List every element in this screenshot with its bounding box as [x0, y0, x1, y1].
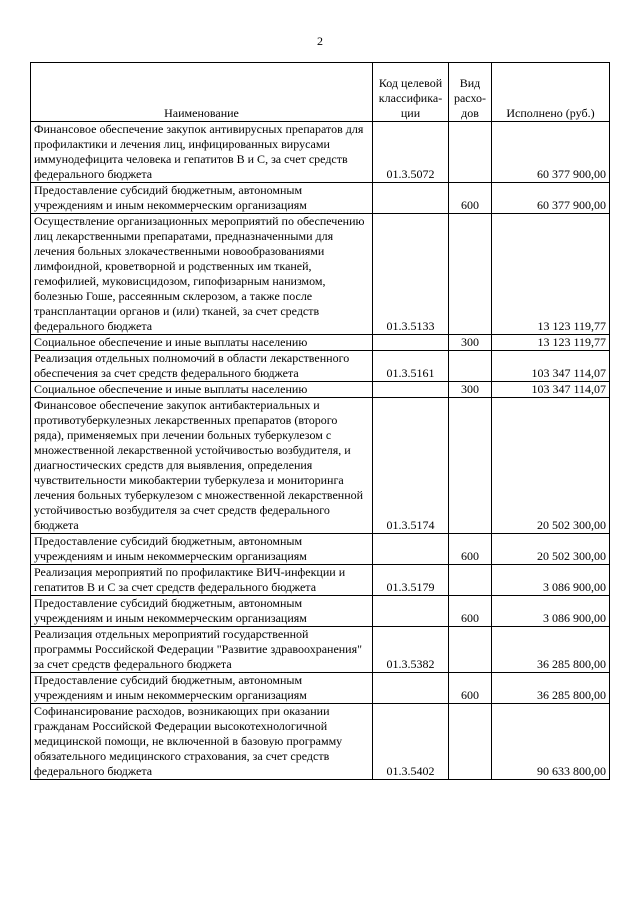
header-kind: Вид расхо-дов	[449, 63, 492, 122]
row-name: Реализация отдельных полномочий в области лекарственного обеспечения за счет средств федерального бюджета	[31, 351, 373, 382]
header-name: Наименование	[31, 63, 373, 122]
row-sum: 103 347 114,07	[492, 351, 610, 382]
header-code: Код целевой классифика-ции	[373, 63, 449, 122]
row-code	[373, 335, 449, 351]
row-kind	[449, 565, 492, 596]
table-row	[31, 704, 610, 780]
table-row	[31, 351, 610, 382]
row-sum: 36 285 800,00	[492, 673, 610, 704]
page-number: 2	[317, 34, 323, 48]
row-sum: 60 377 900,00	[492, 183, 610, 214]
row-name: Софинансирование расходов, возникающих при оказании гражданам Российской Федерации высокотехнологичной медицинской помощи, не включенной в базовую программу обязательного медицинского страхования, за счет средств федерального бюджета	[31, 704, 373, 780]
row-name: Реализация отдельных мероприятий государственной программы Российской Федерации "Развитие здравоохранения" за счет средств федерального бюджета	[31, 627, 373, 673]
table-row	[31, 214, 610, 335]
table-row	[31, 627, 610, 673]
row-kind: 600	[449, 534, 492, 565]
row-name: Предоставление субсидий бюджетным, автономным учреждениям и иным некоммерческим организациям	[31, 534, 373, 565]
table-row	[31, 122, 610, 183]
row-kind: 600	[449, 596, 492, 627]
row-sum: 36 285 800,00	[492, 627, 610, 673]
row-code: 01.3.5161	[373, 351, 449, 382]
row-kind	[449, 704, 492, 780]
table-row	[31, 398, 610, 534]
row-sum: 20 502 300,00	[492, 534, 610, 565]
row-name: Финансовое обеспечение закупок антибактериальных и противотуберкулезных лекарственных препаратов (второго ряда), применяемых при лечении больных туберкулезом с множественной лекарственной устойчивостью возбудителя, и диагностических средств для выявления, определения чувствительности микобактерии туберкулеза и мониторинга лечения больных туберкулезом с множественной лекарственной устойчивостью возбудителя за счет средств федерального бюджета	[31, 398, 373, 534]
table-row	[31, 183, 610, 214]
row-code: 01.3.5179	[373, 565, 449, 596]
row-kind	[449, 627, 492, 673]
row-code: 01.3.5072	[373, 122, 449, 183]
row-sum: 103 347 114,07	[492, 382, 610, 398]
row-code: 01.3.5133	[373, 214, 449, 335]
row-sum: 20 502 300,00	[492, 398, 610, 534]
row-kind	[449, 351, 492, 382]
row-code: 01.3.5174	[373, 398, 449, 534]
row-sum: 3 086 900,00	[492, 596, 610, 627]
row-name: Реализация мероприятий по профилактике ВИЧ-инфекции и гепатитов B и C за счет средств федерального бюджета	[31, 565, 373, 596]
row-kind	[449, 214, 492, 335]
row-sum: 13 123 119,77	[492, 335, 610, 351]
row-name: Предоставление субсидий бюджетным, автономным учреждениям и иным некоммерческим организациям	[31, 596, 373, 627]
row-sum: 90 633 800,00	[492, 704, 610, 780]
row-code	[373, 382, 449, 398]
row-name: Социальное обеспечение и иные выплаты населению	[31, 335, 373, 351]
table-row	[31, 382, 610, 398]
row-name: Предоставление субсидий бюджетным, автономным учреждениям и иным некоммерческим организациям	[31, 183, 373, 214]
row-code: 01.3.5382	[373, 627, 449, 673]
table-row	[31, 534, 610, 565]
row-name: Финансовое обеспечение закупок антивирусных препаратов для профилактики и лечения лиц, инфицированных вирусами иммунодефицита человека и гепатитов B и C, за счет средств федерального бюджета	[31, 122, 373, 183]
row-name: Осуществление организационных мероприятий по обеспечению лиц лекарственными препаратами, предназначенными для лечения больных злокачественными новообразованиями лимфоидной, кроветворной и родственных им тканей, гемофилией, муковисцидозом, гипофизарным нанизмом, болезнью Гоше, рассеянным склерозом, а также после трансплантации органов и (или) тканей, за счет средств федерального бюджета	[31, 214, 373, 335]
table-row	[31, 565, 610, 596]
row-kind	[449, 122, 492, 183]
table-row	[31, 596, 610, 627]
row-code	[373, 673, 449, 704]
row-kind: 600	[449, 673, 492, 704]
row-sum: 60 377 900,00	[492, 122, 610, 183]
expenditure-table	[30, 62, 610, 780]
header-sum: Исполнено (руб.)	[492, 63, 610, 122]
row-kind	[449, 398, 492, 534]
row-code	[373, 534, 449, 565]
row-code: 01.3.5402	[373, 704, 449, 780]
row-sum: 13 123 119,77	[492, 214, 610, 335]
row-code	[373, 596, 449, 627]
row-sum: 3 086 900,00	[492, 565, 610, 596]
row-name: Социальное обеспечение и иные выплаты населению	[31, 382, 373, 398]
row-kind: 300	[449, 382, 492, 398]
table-row	[31, 673, 610, 704]
row-code	[373, 183, 449, 214]
table-header-row	[31, 63, 610, 122]
row-kind: 300	[449, 335, 492, 351]
row-name: Предоставление субсидий бюджетным, автономным учреждениям и иным некоммерческим организациям	[31, 673, 373, 704]
table-row	[31, 335, 610, 351]
row-kind: 600	[449, 183, 492, 214]
